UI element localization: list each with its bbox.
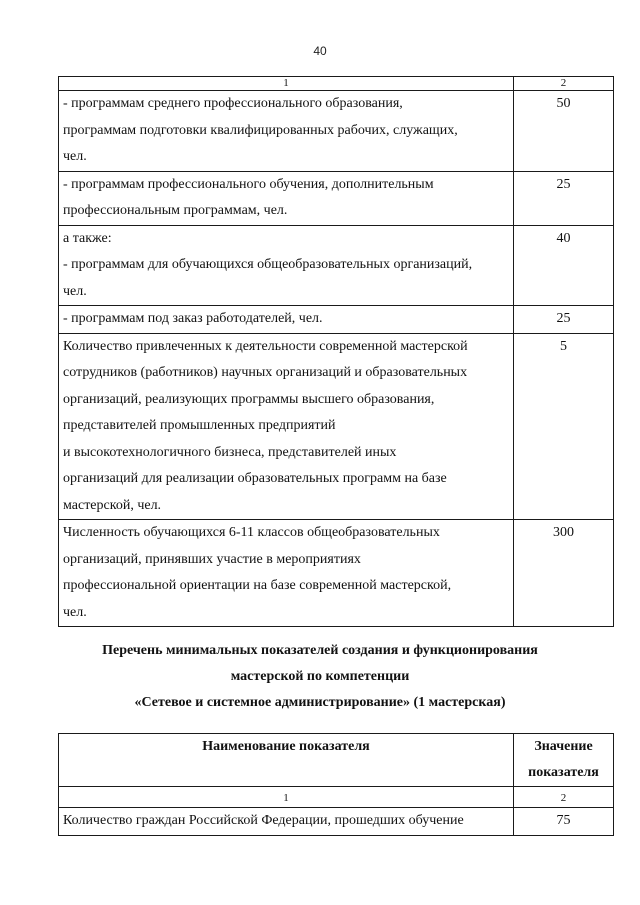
indicator-value: 300 (514, 520, 614, 627)
value-header-line-2: показателя (528, 765, 599, 780)
text-line: организаций для реализации образовательных программ на базе (63, 471, 447, 486)
text-line: программам подготовки квалифицированных рабочих, служащих, (63, 122, 458, 138)
text-line: профессиональным программам, чел. (63, 203, 288, 218)
column-number-2: 2 (514, 787, 614, 808)
table-header-row (59, 77, 614, 91)
text-line: чел. (63, 604, 87, 620)
indicator-name (59, 520, 514, 627)
table-row (59, 520, 614, 627)
text-line: представителей промышленных предприятий (63, 418, 336, 433)
column-number-1: 1 (59, 77, 514, 91)
text-line: профессиональной ориентации на базе современной мастерской, (63, 578, 452, 593)
indicator-value: 50 (514, 91, 614, 172)
table-row (59, 171, 614, 225)
indicator-name (59, 306, 514, 334)
indicator-value: 75 (514, 808, 614, 836)
text-line: - программам под заказ работодателей, чел. (63, 311, 323, 326)
text-line: организаций, принявших участие в мероприятиях (63, 551, 361, 567)
section-title-line-2: мастерской по компетенции (230, 669, 410, 684)
column-number-2: 2 (514, 77, 614, 91)
table-row (59, 808, 614, 836)
text-line: - программам профессионального обучения, дополнительным (63, 176, 434, 192)
table-row (59, 306, 614, 334)
page-number: 40 (313, 44, 327, 58)
text-line: - программам для обучающихся общеобразовательных организаций, (63, 257, 473, 272)
section-title-line-1: Перечень минимальных показателей создания и функционирования (102, 643, 538, 658)
indicator-value: 40 (514, 225, 614, 306)
text-line: Количество привлеченных к деятельности современной мастерской (63, 338, 468, 354)
indicator-value: 25 (514, 171, 614, 225)
section-title-line-3: «Сетевое и системное администрирование» (1 мастерская) (134, 695, 506, 710)
indicator-value: 25 (514, 306, 614, 334)
column-number-1: 1 (59, 787, 514, 808)
value-header-line-1: Значение (534, 739, 593, 754)
table-numbering-row (59, 787, 614, 808)
indicator-name (59, 171, 514, 225)
indicator-name (59, 333, 514, 520)
indicator-name: Количество граждан Российской Федерации, прошедших обучение (59, 808, 514, 836)
indicator-name (59, 225, 514, 306)
text-line: и высокотехнологичного бизнеса, представителей иных (63, 444, 397, 460)
text-line: а также: (63, 230, 112, 246)
text-line: - программам среднего профессионального образования, (63, 96, 403, 111)
text-line: чел. (63, 283, 87, 299)
indicator-name (59, 91, 514, 172)
text-line: организаций, реализующих программы высшего образования, (63, 391, 435, 407)
table-row (59, 333, 614, 520)
text-line: чел. (63, 149, 87, 164)
indicator-name-header: Наименование показателя (59, 734, 514, 787)
table-header-row (59, 734, 614, 787)
text-line: мастерской, чел. (63, 497, 162, 513)
text-line: Численность обучающихся 6-11 классов общеобразовательных (63, 525, 440, 540)
table-row (59, 225, 614, 306)
indicator-value: 5 (514, 333, 614, 520)
minimum-indicators-table (58, 733, 614, 836)
indicator-value-header (514, 734, 614, 787)
table-row (59, 91, 614, 172)
indicators-table (58, 76, 614, 627)
text-line: сотрудников (работников) научных организаций и образовательных (63, 365, 468, 380)
